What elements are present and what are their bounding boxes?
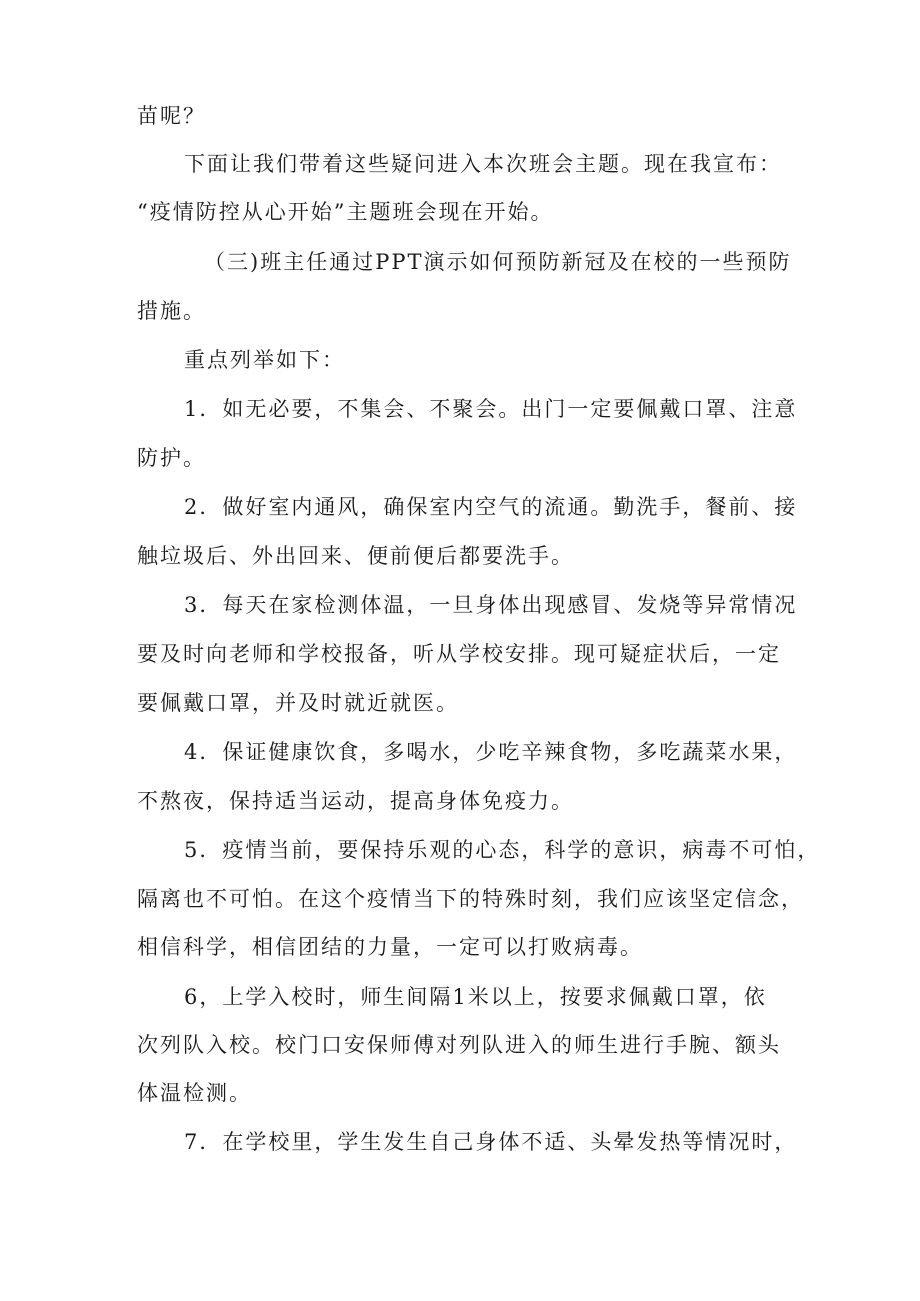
text-line-4: （三)班主任通过PPT演示如何预防新冠及在校的一些预防 [204,250,792,274]
text-line-20: 次列队入校。校门口安保师傅对列队进入的师生进行手腕、额头 [137,1033,781,1057]
text-line-14: 4．保证健康饮食，多喝水，少吃辛辣食物，多吃蔬菜水果， [184,740,798,764]
text-line-10: 触垃圾后、外出回来、便前便后都要洗手。 [137,544,574,568]
text-line-22: 7．在学校里，学生发生自己身体不适、头晕发热等情况时， [184,1130,798,1154]
text-line-2: 下面让我们带着这些疑问进入本次班会主题。现在我宣布： [184,152,782,176]
text-line-8: 防护。 [137,446,206,470]
text-line-16: 5．疫情当前，要保持乐观的心态，科学的意识，病毒不可怕， [184,838,821,862]
text-line-6: 重点列举如下： [184,348,345,372]
text-line-1: 苗呢？ [137,104,206,128]
text-line-3: “疫情防控从心开始”主题班会现在开始。 [137,200,554,224]
text-line-15: 不熬夜，保持适当运动，提高身体免疫力。 [137,789,574,813]
text-line-12: 要及时向老师和学校报备，听从学校安排。现可疑症状后，一定 [137,642,781,666]
text-line-11: 3．每天在家检测体温，一旦身体出现感冒、发烧等异常情况 [184,593,798,617]
text-line-18: 相信科学，相信团结的力量，一定可以打败病毒。 [137,935,643,959]
text-line-13: 要佩戴口罩，并及时就近就医。 [137,691,459,715]
text-line-5: 措施。 [137,299,206,323]
text-line-19: 6，上学入校时，师生间隔1米以上，按要求佩戴口罩，依 [184,985,767,1009]
text-line-7: 1．如无必要，不集会、不聚会。出门一定要佩戴口罩、注意 [184,397,798,421]
text-line-9: 2．做好室内通风，确保室内空气的流通。勤洗手，餐前、接 [184,495,798,519]
text-line-17: 隔离也不可怕。在这个疫情当下的特殊时刻，我们应该坚定信念， [137,887,804,911]
text-line-21: 体温检测。 [137,1081,252,1105]
